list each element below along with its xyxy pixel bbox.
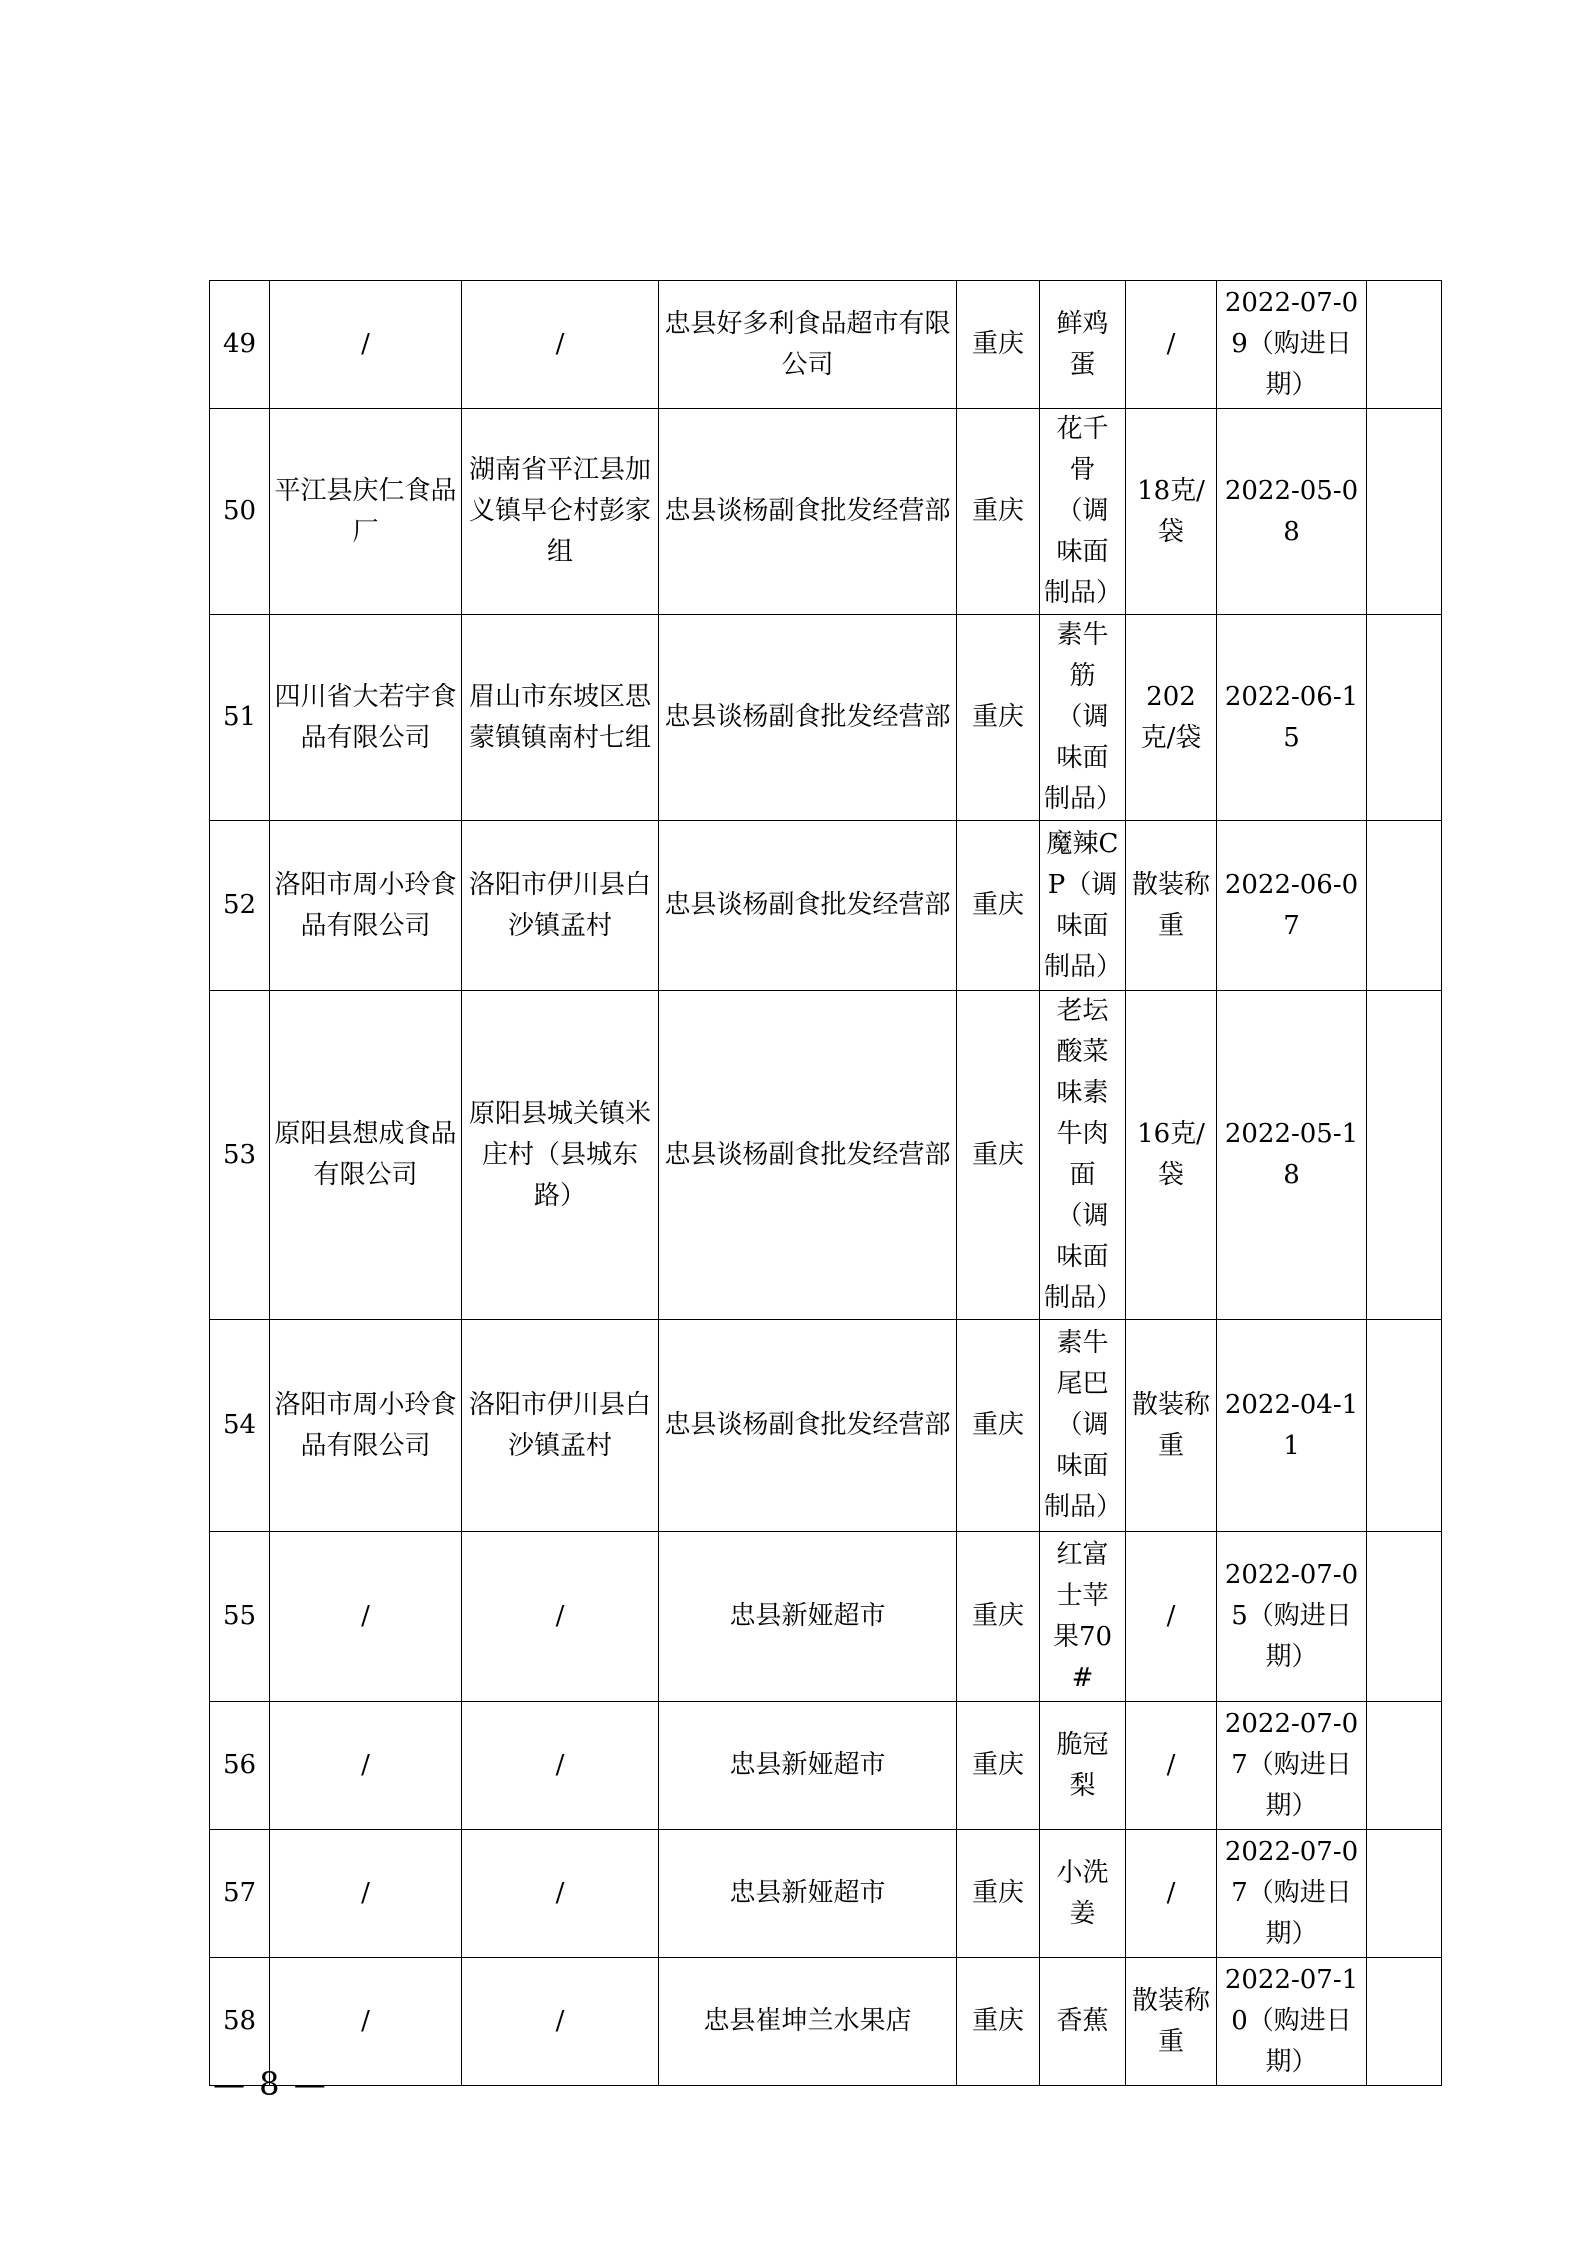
cell-region: 重庆 xyxy=(957,991,1040,1320)
cell-manufacturer-address: / xyxy=(462,281,659,409)
cell-remark xyxy=(1367,1532,1442,1702)
page-number: — 8 — xyxy=(213,2065,328,2103)
cell-sample-number: 50 xyxy=(210,409,270,615)
cell-manufacturer-address: 原阳县城关镇米庄村（县城东路） xyxy=(462,991,659,1320)
table-row xyxy=(210,1702,1442,1830)
cell-specification: 16克/袋 xyxy=(1126,991,1217,1320)
table-row xyxy=(210,1830,1442,1958)
cell-manufacturer-address: 眉山市东坡区思蒙镇镇南村七组 xyxy=(462,615,659,821)
table-row xyxy=(210,1958,1442,2086)
cell-production-date: 2022-07-07（购进日期） xyxy=(1217,1830,1367,1958)
cell-manufacturer: 洛阳市周小玲食品有限公司 xyxy=(270,1320,462,1532)
cell-remark xyxy=(1367,409,1442,615)
cell-manufacturer-address: / xyxy=(462,1532,659,1702)
cell-specification: 18克/袋 xyxy=(1126,409,1217,615)
cell-sampled-unit: 忠县谈杨副食批发经营部 xyxy=(659,409,957,615)
cell-sample-number: 54 xyxy=(210,1320,270,1532)
cell-sample-number: 56 xyxy=(210,1702,270,1830)
sampling-results-table xyxy=(209,280,1442,2086)
cell-product-name: 鲜鸡蛋 xyxy=(1040,281,1126,409)
cell-region: 重庆 xyxy=(957,1702,1040,1830)
cell-sampled-unit: 忠县谈杨副食批发经营部 xyxy=(659,991,957,1320)
cell-production-date: 2022-07-07（购进日期） xyxy=(1217,1702,1367,1830)
cell-sampled-unit: 忠县新娅超市 xyxy=(659,1830,957,1958)
table-row xyxy=(210,281,1442,409)
cell-specification: / xyxy=(1126,1702,1217,1830)
cell-product-name: 素牛尾巴（调味面制品） xyxy=(1040,1320,1126,1532)
cell-sampled-unit: 忠县新娅超市 xyxy=(659,1702,957,1830)
cell-sampled-unit: 忠县好多利食品超市有限公司 xyxy=(659,281,957,409)
cell-manufacturer-address: 洛阳市伊川县白沙镇孟村 xyxy=(462,821,659,991)
cell-remark xyxy=(1367,615,1442,821)
cell-manufacturer-address: 湖南省平江县加义镇早仑村彭家组 xyxy=(462,409,659,615)
cell-manufacturer: / xyxy=(270,281,462,409)
cell-product-name: 花千骨（调味面制品） xyxy=(1040,409,1126,615)
cell-sample-number: 53 xyxy=(210,991,270,1320)
table-row xyxy=(210,1532,1442,1702)
cell-manufacturer: 平江县庆仁食品厂 xyxy=(270,409,462,615)
cell-remark xyxy=(1367,1320,1442,1532)
cell-specification: 202克/袋 xyxy=(1126,615,1217,821)
cell-region: 重庆 xyxy=(957,821,1040,991)
cell-product-name: 小洗姜 xyxy=(1040,1830,1126,1958)
cell-sample-number: 57 xyxy=(210,1830,270,1958)
cell-sample-number: 51 xyxy=(210,615,270,821)
cell-specification: / xyxy=(1126,1532,1217,1702)
cell-region: 重庆 xyxy=(957,1532,1040,1702)
cell-remark xyxy=(1367,991,1442,1320)
cell-sample-number: 58 xyxy=(210,1958,270,2086)
cell-sample-number: 55 xyxy=(210,1532,270,1702)
table-row xyxy=(210,615,1442,821)
cell-product-name: 香蕉 xyxy=(1040,1958,1126,2086)
cell-product-name: 老坛酸菜味素牛肉面（调味面制品） xyxy=(1040,991,1126,1320)
cell-manufacturer: 四川省大若宇食品有限公司 xyxy=(270,615,462,821)
cell-specification: 散装称重 xyxy=(1126,1320,1217,1532)
cell-manufacturer: 洛阳市周小玲食品有限公司 xyxy=(270,821,462,991)
cell-remark xyxy=(1367,1702,1442,1830)
table-row xyxy=(210,1320,1442,1532)
cell-specification: / xyxy=(1126,281,1217,409)
cell-sample-number: 49 xyxy=(210,281,270,409)
cell-region: 重庆 xyxy=(957,1958,1040,2086)
cell-manufacturer: / xyxy=(270,1702,462,1830)
cell-production-date: 2022-07-05（购进日期） xyxy=(1217,1532,1367,1702)
cell-specification: 散装称重 xyxy=(1126,1958,1217,2086)
cell-manufacturer-address: / xyxy=(462,1958,659,2086)
cell-remark xyxy=(1367,1830,1442,1958)
cell-production-date: 2022-06-15 xyxy=(1217,615,1367,821)
cell-production-date: 2022-05-08 xyxy=(1217,409,1367,615)
cell-sampled-unit: 忠县崔坤兰水果店 xyxy=(659,1958,957,2086)
cell-remark xyxy=(1367,821,1442,991)
cell-production-date: 2022-05-18 xyxy=(1217,991,1367,1320)
cell-production-date: 2022-06-07 xyxy=(1217,821,1367,991)
cell-region: 重庆 xyxy=(957,409,1040,615)
table-row xyxy=(210,409,1442,615)
cell-sampled-unit: 忠县新娅超市 xyxy=(659,1532,957,1702)
cell-sample-number: 52 xyxy=(210,821,270,991)
cell-manufacturer-address: 洛阳市伊川县白沙镇孟村 xyxy=(462,1320,659,1532)
cell-sampled-unit: 忠县谈杨副食批发经营部 xyxy=(659,821,957,991)
cell-product-name: 脆冠梨 xyxy=(1040,1702,1126,1830)
cell-manufacturer: / xyxy=(270,1958,462,2086)
cell-region: 重庆 xyxy=(957,1830,1040,1958)
table-row xyxy=(210,991,1442,1320)
table-body xyxy=(210,281,1442,2086)
cell-manufacturer: / xyxy=(270,1830,462,1958)
cell-manufacturer-address: / xyxy=(462,1830,659,1958)
cell-product-name: 红富士苹果70# xyxy=(1040,1532,1126,1702)
cell-product-name: 魔辣CP（调味面制品） xyxy=(1040,821,1126,991)
cell-region: 重庆 xyxy=(957,1320,1040,1532)
cell-production-date: 2022-04-11 xyxy=(1217,1320,1367,1532)
cell-specification: / xyxy=(1126,1830,1217,1958)
cell-sampled-unit: 忠县谈杨副食批发经营部 xyxy=(659,615,957,821)
cell-region: 重庆 xyxy=(957,281,1040,409)
cell-product-name: 素牛筋（调味面制品） xyxy=(1040,615,1126,821)
cell-remark xyxy=(1367,281,1442,409)
cell-manufacturer: 原阳县想成食品有限公司 xyxy=(270,991,462,1320)
table-row xyxy=(210,821,1442,991)
cell-region: 重庆 xyxy=(957,615,1040,821)
cell-manufacturer-address: / xyxy=(462,1702,659,1830)
cell-manufacturer: / xyxy=(270,1532,462,1702)
cell-remark xyxy=(1367,1958,1442,2086)
cell-production-date: 2022-07-10（购进日期） xyxy=(1217,1958,1367,2086)
cell-specification: 散装称重 xyxy=(1126,821,1217,991)
cell-production-date: 2022-07-09（购进日期） xyxy=(1217,281,1367,409)
cell-sampled-unit: 忠县谈杨副食批发经营部 xyxy=(659,1320,957,1532)
